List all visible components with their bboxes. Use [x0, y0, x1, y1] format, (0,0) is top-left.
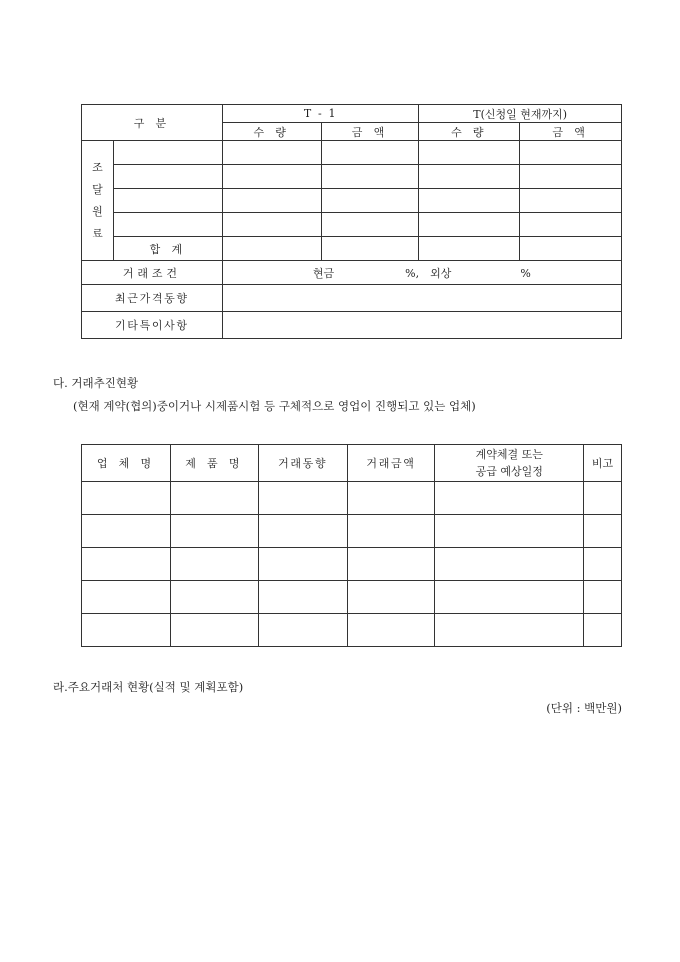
input-cell[interactable] [347, 482, 435, 515]
header-schedule [435, 445, 584, 482]
header-company: 업 체 명 [82, 445, 171, 482]
terms-cash: 현금 [312, 266, 335, 280]
input-cell[interactable] [222, 189, 321, 213]
input-cell[interactable] [170, 548, 258, 581]
unit-label: (단위 : 백만원) [546, 701, 622, 715]
input-cell[interactable] [584, 548, 622, 581]
input-cell[interactable] [258, 515, 347, 548]
input-cell[interactable] [222, 141, 321, 165]
input-cell[interactable] [419, 189, 520, 213]
terms-value[interactable] [222, 261, 621, 285]
input-cell[interactable] [419, 213, 520, 237]
terms-label: 거래조건 [82, 261, 223, 285]
input-cell[interactable] [258, 614, 347, 647]
other-value[interactable] [222, 312, 621, 339]
input-cell[interactable] [82, 581, 171, 614]
input-cell[interactable] [82, 482, 171, 515]
side-char: 조 [92, 160, 103, 174]
input-cell[interactable] [170, 482, 258, 515]
input-cell[interactable] [419, 141, 520, 165]
input-cell[interactable] [170, 581, 258, 614]
input-cell[interactable] [435, 515, 584, 548]
header-t-current: T(신청일 현재까지) [419, 105, 622, 123]
input-cell[interactable] [222, 213, 321, 237]
input-cell[interactable] [347, 614, 435, 647]
input-cell[interactable] [419, 237, 520, 261]
header-trade-amount: 거래금액 [347, 445, 435, 482]
terms-pct2: % [520, 266, 531, 280]
side-char: 원 [92, 204, 103, 218]
header-schedule-line1: 계약체결 또는 [475, 448, 543, 461]
header-schedule-line2: 공급 예상일정 [475, 465, 543, 478]
input-cell[interactable] [82, 548, 171, 581]
input-cell[interactable] [520, 237, 622, 261]
input-cell[interactable] [520, 189, 622, 213]
section-da-title: 다. 거래추진현황 [53, 376, 139, 390]
total-label: 합 계 [113, 237, 222, 261]
input-cell[interactable] [258, 581, 347, 614]
input-cell[interactable] [584, 515, 622, 548]
header-amount-1: 금 액 [321, 123, 419, 141]
input-cell[interactable] [82, 515, 171, 548]
input-cell[interactable] [347, 581, 435, 614]
input-cell[interactable] [435, 548, 584, 581]
terms-credit: 외상 [430, 266, 452, 280]
input-cell[interactable] [170, 515, 258, 548]
input-cell[interactable] [520, 141, 622, 165]
other-label: 기타특이사항 [82, 312, 223, 339]
input-cell[interactable] [258, 548, 347, 581]
input-cell[interactable] [321, 213, 419, 237]
procurement-table [81, 104, 622, 339]
terms-pct1: %, [405, 266, 420, 280]
section-da-note: (현재 계약(협의)중이거나 시제품시험 등 구체적으로 영업이 진행되고 있는 업체) [73, 399, 476, 413]
input-cell[interactable] [113, 141, 222, 165]
input-cell[interactable] [258, 482, 347, 515]
input-cell[interactable] [321, 189, 419, 213]
procurement-side-label [82, 141, 114, 261]
header-remarks: 비고 [584, 445, 622, 482]
trade-progress-table [81, 444, 622, 647]
input-cell[interactable] [222, 165, 321, 189]
header-t-minus-1: T - 1 [222, 105, 419, 123]
input-cell[interactable] [419, 165, 520, 189]
input-cell[interactable] [113, 165, 222, 189]
section-ra-title: 라.주요거래처 현황(실적 및 계획포함) [53, 680, 244, 694]
input-cell[interactable] [170, 614, 258, 647]
header-category: 구 분 [82, 105, 223, 141]
header-trade-trend: 거래동향 [258, 445, 347, 482]
input-cell[interactable] [113, 213, 222, 237]
input-cell[interactable] [435, 482, 584, 515]
input-cell[interactable] [347, 515, 435, 548]
input-cell[interactable] [82, 614, 171, 647]
input-cell[interactable] [520, 213, 622, 237]
input-cell[interactable] [584, 614, 622, 647]
price-trend-value[interactable] [222, 285, 621, 312]
price-trend-label: 최근가격동향 [82, 285, 223, 312]
input-cell[interactable] [435, 614, 584, 647]
input-cell[interactable] [347, 548, 435, 581]
header-qty-1: 수 량 [222, 123, 321, 141]
input-cell[interactable] [435, 581, 584, 614]
input-cell[interactable] [321, 165, 419, 189]
input-cell[interactable] [321, 141, 419, 165]
header-amount-2: 금 액 [520, 123, 622, 141]
input-cell[interactable] [584, 482, 622, 515]
header-qty-2: 수 량 [419, 123, 520, 141]
header-product: 제 품 명 [170, 445, 258, 482]
input-cell[interactable] [520, 165, 622, 189]
input-cell[interactable] [222, 237, 321, 261]
input-cell[interactable] [113, 189, 222, 213]
side-char: 달 [92, 182, 103, 196]
input-cell[interactable] [584, 581, 622, 614]
side-char: 료 [92, 226, 103, 240]
input-cell[interactable] [321, 237, 419, 261]
